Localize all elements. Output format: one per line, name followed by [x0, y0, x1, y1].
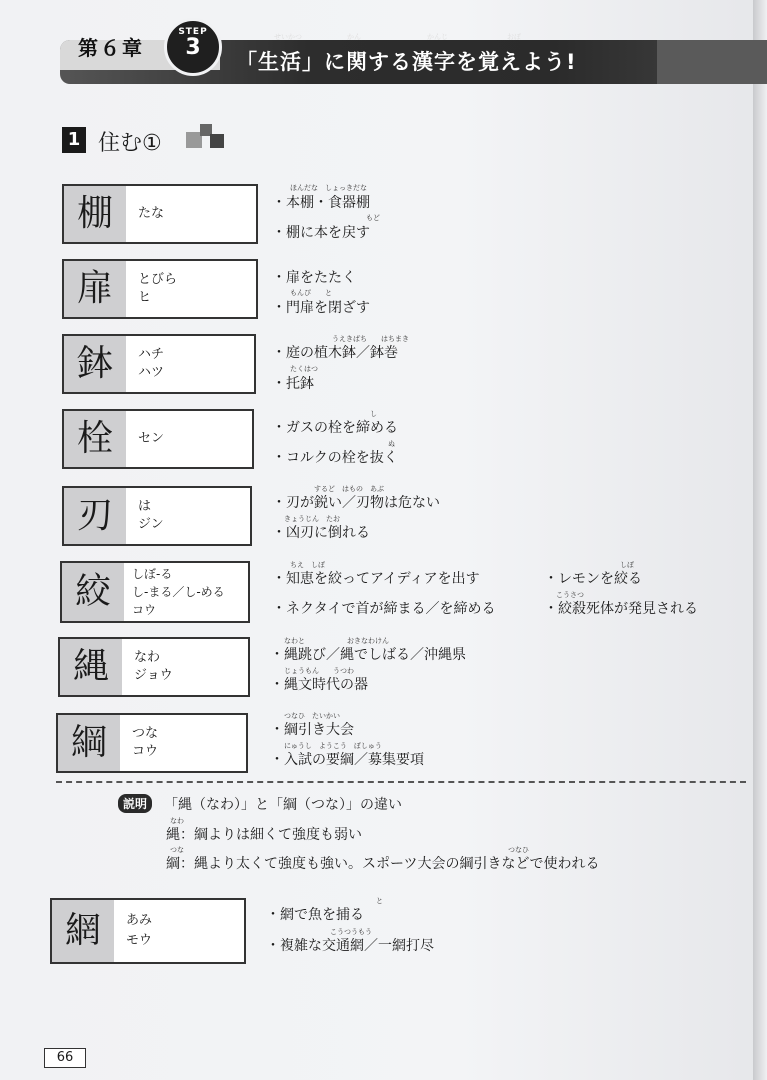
kanji-glyph: 絞 [62, 563, 124, 621]
ruby: ほんだな しょっきだな [290, 184, 367, 192]
example-line: ・刃が鋭い／刃物は危ない [272, 495, 440, 511]
kanji-reading: コウ [132, 744, 159, 759]
kanji-glyph: 扉 [64, 261, 126, 317]
ruby: と [376, 897, 383, 905]
example-line: ・レモンを絞る [544, 571, 642, 587]
ruby: つなひ たいかい [284, 712, 340, 720]
kanji-glyph: 綱 [58, 715, 120, 771]
kanji-reading: は [138, 499, 152, 514]
example-line: ・縄文時代の器 [270, 677, 368, 693]
example-line: ・網で魚を捕る [266, 907, 364, 923]
chapter-header [60, 18, 767, 84]
explanation-line: 「縄（なわ）」と「綱（つな）」の違い [164, 797, 402, 813]
ruby: つな [170, 846, 184, 854]
kanji-card [50, 898, 246, 964]
deco-square [210, 134, 224, 148]
kanji-reading: とびら [138, 272, 178, 287]
kanji-card [60, 561, 250, 623]
ruby: たくはつ [290, 365, 318, 373]
ruby: にゅうし ようこう ぼしゅう [284, 742, 382, 750]
example-line: ・入試の要綱／募集要項 [270, 752, 424, 768]
kanji-reading: ハツ [138, 365, 165, 380]
example-line: ・絞殺死体が発見される [544, 601, 698, 617]
explanation-line: 縄：綱よりは細くて強度も弱い [166, 827, 362, 843]
explanation-line: 綱：縄より太くて強度も強い。スポーツ大会の綱引きなどで使われる [166, 856, 600, 872]
kanji-glyph: 網 [52, 900, 114, 962]
step-badge [164, 18, 222, 76]
example-line: ・ネクタイで首が締まる／を締める [272, 601, 496, 617]
header-ruby: かん [347, 33, 361, 41]
kanji-glyph: 栓 [64, 411, 126, 467]
kanji-reading: ヒ [138, 290, 152, 305]
ruby: じょうもん うつわ [284, 667, 354, 675]
example-line: ・知恵を絞ってアイディアを出す [272, 571, 480, 587]
kanji-reading: モウ [126, 933, 153, 948]
ruby: もど [366, 214, 380, 222]
ruby: し [370, 410, 377, 418]
kanji-card [58, 637, 250, 697]
ruby: こうつうもう [330, 928, 372, 936]
example-line: ・綱引き大会 [270, 722, 354, 738]
ruby: なわと おきなわけん [284, 637, 389, 645]
kanji-card [62, 486, 252, 546]
chapter-label: 第６章 [78, 36, 144, 60]
header-ruby: かんじ [427, 33, 448, 41]
example-line: ・托鉢 [272, 376, 314, 392]
kanji-reading: つな [132, 726, 159, 741]
example-line: ・本棚・食器棚 [272, 195, 370, 211]
example-line: ・縄跳び／縄でしばる／沖縄県 [270, 647, 466, 663]
header-bar-deco [657, 40, 767, 84]
kanji-card [62, 334, 256, 394]
example-line: ・凶刃に倒れる [272, 525, 370, 541]
example-line: ・複雑な交通網／一網打尽 [266, 938, 434, 954]
section-number: 1 [62, 127, 86, 153]
example-line: ・ガスの栓を締める [272, 420, 398, 436]
kanji-reading: あみ [126, 913, 153, 928]
kanji-reading: し-まる／し-める [132, 585, 225, 599]
header-ruby: おぼ [507, 33, 521, 41]
kanji-card [62, 184, 258, 244]
header-ruby: せいかつ [274, 33, 302, 41]
step-label: STEP [178, 27, 208, 37]
kanji-reading: ジン [138, 517, 164, 532]
ruby: つなひ [508, 846, 529, 854]
ruby: しぼ [620, 561, 634, 569]
section-title: 住む① [98, 131, 162, 156]
chapter-title: 「生活」に関する漢字を覚えよう! [236, 50, 577, 74]
kanji-glyph: 棚 [64, 186, 126, 242]
example-line: ・門扉を閉ざす [272, 300, 370, 316]
book-spine [753, 0, 767, 1080]
ruby: ちえ しぼ [290, 561, 325, 569]
ruby: するど はもの あぶ [314, 485, 384, 493]
kanji-glyph: 鉢 [64, 336, 126, 392]
ruby: なわ [170, 817, 184, 825]
example-line: ・扉をたたく [272, 270, 356, 286]
ruby: きょうじん たお [284, 515, 340, 523]
ruby: こうさつ [556, 591, 584, 599]
kanji-card [62, 409, 254, 469]
kanji-glyph: 刃 [64, 488, 126, 544]
kanji-reading: なわ [134, 650, 161, 665]
kanji-card [62, 259, 258, 319]
ruby: ぬ [388, 440, 395, 448]
kanji-reading: ジョウ [134, 668, 173, 683]
kanji-reading: しぼ-る [132, 567, 173, 581]
kanji-reading: ハチ [138, 347, 165, 362]
kanji-reading: たな [138, 206, 165, 221]
step-number: 3 [185, 35, 201, 60]
example-line: ・庭の植木鉢／鉢巻 [272, 345, 398, 361]
example-line: ・コルクの栓を抜く [272, 450, 398, 466]
kanji-reading: セン [138, 431, 165, 446]
example-line: ・棚に本を戻す [272, 225, 370, 241]
page-number: 66 [44, 1048, 86, 1068]
kanji-card [56, 713, 248, 773]
kanji-glyph: 縄 [60, 639, 122, 695]
ruby: もんぴ と [290, 289, 332, 297]
explanation-badge: 説明 [118, 794, 152, 813]
kanji-reading: コウ [132, 603, 157, 617]
dashed-divider [56, 781, 746, 783]
ruby: うえきばち はちまき [332, 335, 409, 343]
